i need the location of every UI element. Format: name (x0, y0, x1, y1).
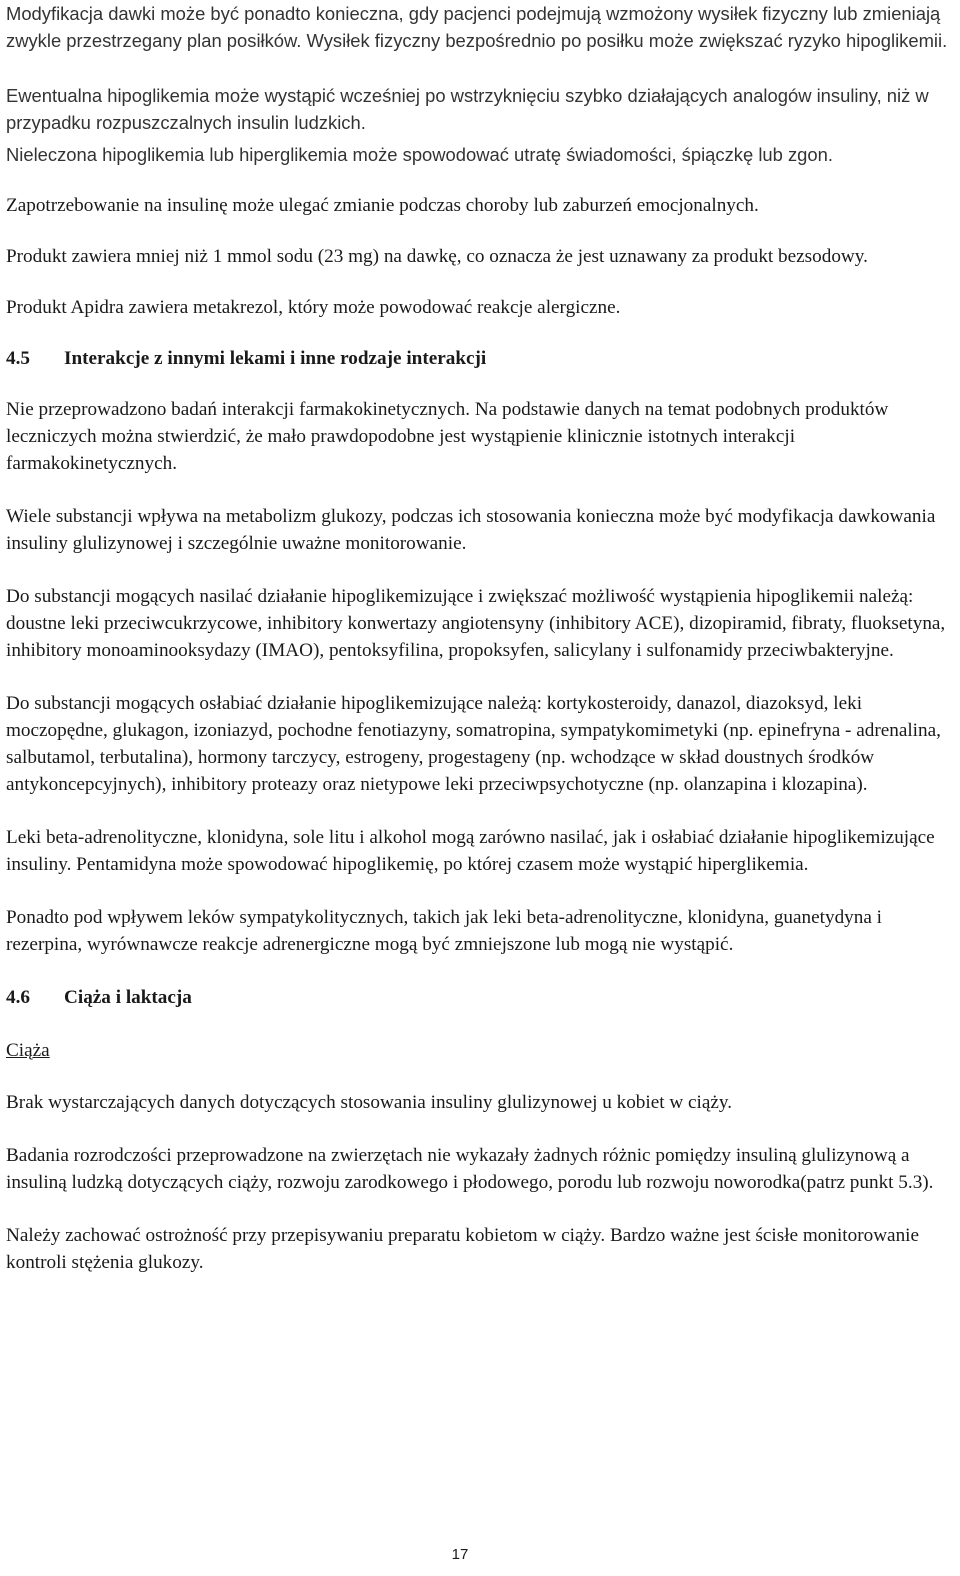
paragraph-untreated-hypoglycemia: Nieleczona hipoglikemia lub hiperglikemia może spowodować utratę świadomości, śpiączkę lub zgon. (6, 144, 833, 165)
paragraph-animal-studies: Badania rozrodczości przeprowadzone na zwierzętach nie wykazały żadnych różnic pomiędzy insuliną glulizynową a insuliną ludzką dotyczących ciąży, rozwoju zarodkowego i płodowego, porodu lub rozwoju noworodka(patrz punkt 5.3). (6, 1145, 934, 1193)
paragraph-insufficient-data: Brak wystarczających danych dotyczących stosowania insuliny glulizynowej u kobiet w ciąży. (6, 1092, 733, 1113)
paragraph-illness-requirement: Zapotrzebowanie na insulinę może ulegać zmianie podczas choroby lub zaburzeń emocjonalnych. (6, 195, 759, 216)
section-heading-4-5 (6, 345, 952, 372)
paragraph-caution-pregnancy: Należy zachować ostrożność przy przepisywaniu preparatu kobietom w ciąży. Bardzo ważne jest ścisłe monitorowanie kontroli stężenia glukozy. (6, 1225, 920, 1273)
section-number: 4.6 (6, 987, 30, 1008)
paragraph-sodium-content: Produkt zawiera mniej niż 1 mmol sodu (23 mg) na dawkę, co oznacza że jest uznawany za produkt bezsodowy. (6, 246, 868, 267)
page-number: 17 (451, 1546, 469, 1563)
paragraph-glucose-metabolism: Wiele substancji wpływa na metabolizm glukozy, podczas ich stosowania konieczna może być modyfikacja dawkowania insuliny glulizynowej i szczególnie uważne monitorowanie. (6, 506, 936, 554)
paragraph-exercise-dose: Modyfikacja dawki może być ponadto konieczna, gdy pacjenci podejmują wzmożony wysiłek fizyczny lub zmieniają zwykle przestrzegany plan posiłków. Wysiłek fizyczny bezpośrednio po posiłku może zwiększać ryzyko hipoglikemii. (6, 3, 948, 51)
paragraph-weakening-substances: Do substancji mogących osłabiać działanie hipoglikemizujące należą: kortykosteroidy, danazol, diazoksyd, leki moczopędne, glukagon, izoniazyd, pochodne fenotiazyny, somatropina, sympatykomimetyki (np. epinefryna - adrenalina, salbutamol, terbutalina), hormony tarczycy, estrogeny, progestageny (np. wchodzące w skład doustnych środków antykoncepcyjnych), inhibitory proteazy oraz nietypowe leki przeciwpsychotyczne (np. olanzapina i klozapina). (6, 693, 941, 795)
paragraph-metacresol: Produkt Apidra zawiera metakrezol, który może powodować reakcje alergiczne. (6, 297, 621, 318)
paragraph-sympatholytics: Ponadto pod wpływem leków sympatykolitycznych, takich jak leki beta-adrenolityczne, klonidyna, guanetydyna i rezerpina, wyrównawcze reakcje adrenergiczne mogą być zmniejszone lub mogą nie wystąpić. (6, 907, 883, 955)
paragraph-beta-blockers: Leki beta-adrenolityczne, klonidyna, sole litu i alkohol mogą zarówno nasilać, jak i osłabiać działanie hipoglikemizujące insuliny. Pentamidyna może spowodować hipoglikemię, po której czasem może wystąpić hiperglikemia. (6, 827, 935, 875)
section-heading-4-6 (6, 984, 952, 1011)
paragraph-pk-interactions: Nie przeprowadzono badań interakcji farmakokinetycznych. Na podstawie danych na temat podobnych produktów leczniczych można stwierdzić, że mało prawdopodobne jest wystąpienie klinicznie istotnych interakcji farmakokinetycznych. (6, 399, 889, 474)
section-title: Interakcje z innymi lekami i inne rodzaje interakcji (64, 348, 487, 369)
subheading-pregnancy: Ciąża (6, 1040, 50, 1061)
section-title: Ciąża i laktacja (64, 987, 192, 1008)
paragraph-potentiating-substances: Do substancji mogących nasilać działanie hipoglikemizujące i zwiększać możliwość wystąpienia hipoglikemii należą: doustne leki przeciwcukrzycowe, inhibitory konwertazy angiotensyny (inhibitory ACE), dizopiramid, fibraty, fluoksetyna, inhibitory monoaminooksydazy (IMAO), pentoksyfilina, propoksyfen, salicylany i sulfonamidy przeciwbakteryjne. (6, 586, 946, 661)
paragraph-early-hypoglycemia: Ewentualna hipoglikemia może wystąpić wcześniej po wstrzyknięciu szybko działających analogów insuliny, niż w przypadku rozpuszczalnych insulin ludzkich. (6, 85, 929, 133)
section-number: 4.5 (6, 348, 30, 369)
document-page (6, 0, 952, 1276)
